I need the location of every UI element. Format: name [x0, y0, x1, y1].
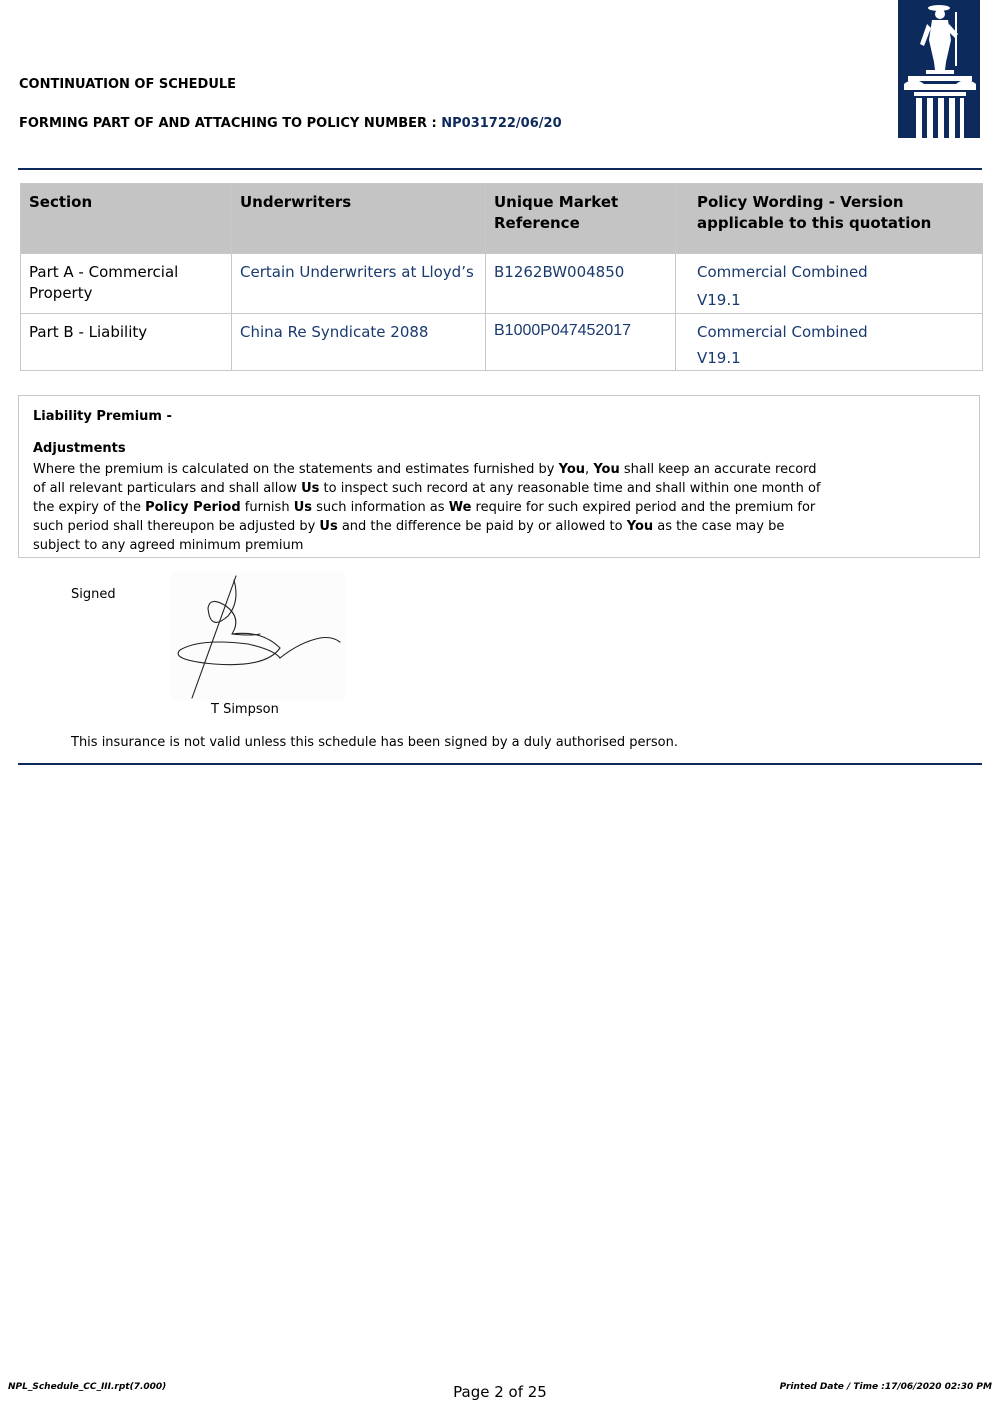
text-run: to inspect such record at any reasonable time and shall within one month of the expiry of the	[33, 481, 821, 515]
text-run: ,	[585, 462, 594, 477]
cell-section: Part B - Liability	[21, 314, 232, 371]
text-run: such information as	[311, 500, 449, 515]
header-divider	[18, 168, 982, 170]
validity-notice: This insurance is not valid unless this schedule has been signed by a duly authorised person.	[71, 735, 679, 750]
page-number: Page 2 of 25	[453, 1383, 547, 1401]
adjustments-heading: Adjustments	[33, 441, 126, 456]
text-run: furnish	[240, 500, 294, 515]
lloyds-statue-logo	[898, 0, 980, 138]
wording-name: Commercial Combined	[697, 323, 868, 341]
report-name: NPL_Schedule_CC_III.rpt(7.000)	[8, 1382, 167, 1392]
table-header-row	[21, 184, 983, 254]
wording-name: Commercial Combined	[697, 263, 868, 281]
text-run: require for such expired period and the premium for such period shall thereupon be adjusted by	[33, 500, 816, 534]
text-run: as the case may be subject to any agreed minimum premium	[33, 519, 785, 553]
cell-wording	[676, 314, 983, 371]
signatory-name: T Simpson	[211, 702, 279, 717]
policy-number: NP031722/06/20	[441, 116, 562, 131]
signed-label: Signed	[71, 587, 116, 602]
cell-underwriters: China Re Syndicate 2088	[232, 314, 486, 371]
col-header-wording: Policy Wording - Version applicable to this quotation	[676, 184, 983, 254]
defined-term: Us	[293, 500, 312, 515]
defined-term: You	[626, 519, 654, 534]
text-run: and the difference be paid by or allowed to	[337, 519, 627, 534]
cell-section: Part A - Commercial Property	[21, 254, 232, 314]
wording-version: V19.1	[697, 291, 741, 309]
table-row	[21, 314, 983, 371]
defined-term: Policy Period	[145, 500, 241, 515]
col-header-underwriters: Underwriters	[232, 184, 486, 254]
printed-datetime: Printed Date / Time :17/06/2020 02:30 PM	[779, 1382, 992, 1392]
liability-premium-title: Liability Premium -	[33, 409, 172, 424]
footer-divider	[18, 763, 982, 765]
table-row	[21, 254, 983, 314]
defined-term: You	[593, 462, 620, 477]
text-run: shall keep an accurate record of all relevant particulars and shall allow	[33, 462, 817, 496]
text-run: Where the premium is calculated on the statements and estimates furnished by	[33, 462, 559, 477]
defined-term: Us	[319, 519, 338, 534]
policy-number-line	[19, 116, 562, 131]
defined-term: We	[448, 500, 472, 515]
lloyds-statue-logo-icon	[898, 0, 980, 138]
schedule-title: CONTINUATION OF SCHEDULE	[19, 77, 237, 92]
policy-number-label: FORMING PART OF AND ATTACHING TO POLICY NUMBER :	[19, 116, 442, 131]
cell-umr: B1262BW004850	[486, 254, 676, 314]
underwriters-table	[20, 183, 983, 371]
adjustments-text	[33, 460, 823, 555]
signature-image	[170, 572, 345, 700]
wording-version: V19.1	[697, 349, 741, 367]
cell-underwriters: Certain Underwriters at Lloyd’s	[232, 254, 486, 314]
cell-umr: B1000P047452017	[486, 314, 676, 371]
defined-term: You	[558, 462, 586, 477]
defined-term: Us	[301, 481, 320, 496]
signature-scribble-icon	[170, 572, 345, 700]
col-header-section: Section	[21, 184, 232, 254]
cell-wording	[676, 254, 983, 314]
col-header-umr: Unique Market Reference	[486, 184, 676, 254]
